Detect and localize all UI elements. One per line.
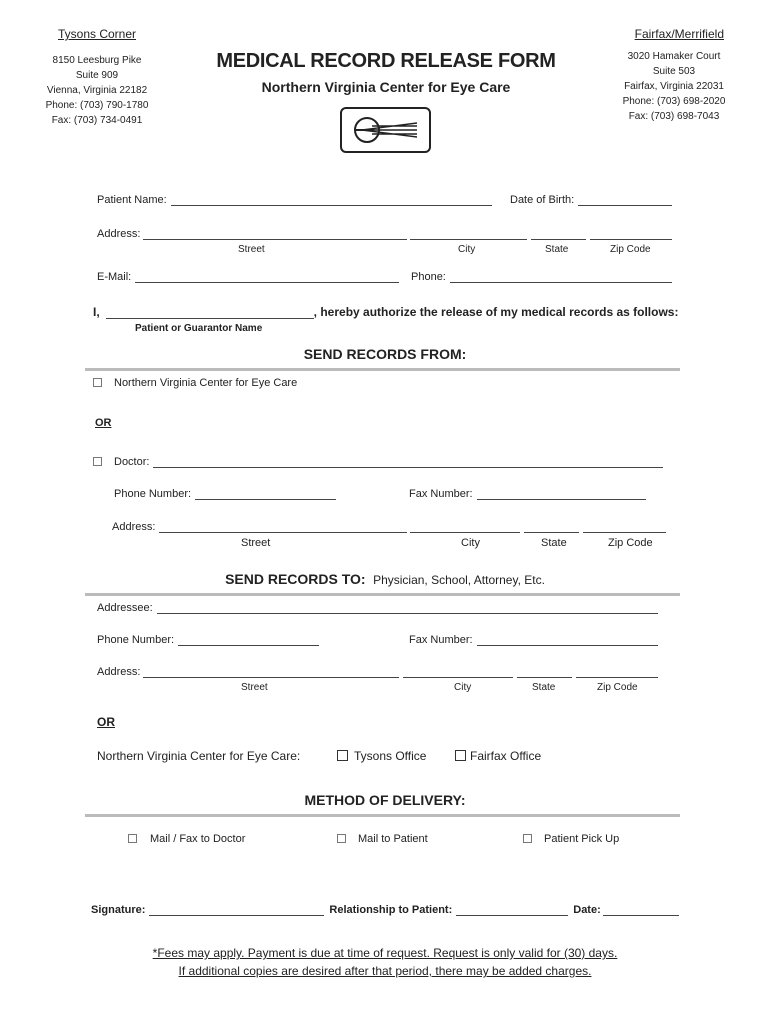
fairfax-address-line: 3020 Hamaker Court — [627, 51, 721, 62]
from-fax-field[interactable] — [477, 487, 646, 500]
title-block — [200, 50, 572, 95]
section-divider — [85, 593, 680, 596]
to-phone-row — [97, 633, 319, 646]
to-state-caption: State — [532, 682, 556, 693]
patient-address-label: Address: — [97, 228, 141, 240]
to-address-label: Address: — [97, 666, 141, 678]
from-or-label: OR — [95, 417, 112, 429]
from-address-row — [112, 520, 407, 533]
from-zip-field[interactable] — [583, 520, 666, 533]
to-tysons-checkbox[interactable] — [337, 750, 348, 761]
form-title: MEDICAL RECORD RELEASE FORM — [216, 50, 556, 72]
fairfax-office-block — [606, 27, 742, 124]
date-label: Date: — [573, 904, 601, 916]
eye-logo-graphic — [342, 109, 429, 151]
patient-zip-field[interactable] — [590, 227, 672, 240]
footer-line-2: If additional copies are desired after that period, there may be added charges. — [178, 964, 592, 978]
delivery-pickup-label: Patient Pick Up — [544, 833, 620, 845]
from-street-field[interactable] — [159, 520, 407, 533]
patient-address-row — [97, 227, 407, 240]
to-phone-label: Phone Number: — [97, 634, 175, 646]
patient-street-caption: Street — [238, 244, 265, 255]
delivery-mail-patient-label: Mail to Patient — [358, 833, 428, 845]
to-fairfax-checkbox[interactable] — [455, 750, 466, 761]
tysons-office-title: Tysons Corner — [57, 27, 137, 41]
from-center-checkbox[interactable] — [93, 378, 102, 387]
send-to-subheading: Physician, School, Attorney, Etc. — [373, 573, 545, 587]
from-city-field[interactable] — [410, 520, 520, 533]
email-field[interactable] — [135, 270, 399, 283]
from-fax-label: Fax Number: — [409, 488, 473, 500]
tysons-fax: Fax: (703) 734-0491 — [51, 115, 143, 126]
authorization-row — [93, 305, 683, 319]
addressee-field[interactable] — [157, 601, 658, 614]
patient-name-label: Patient Name: — [97, 194, 167, 206]
patient-zip-caption: Zip Code — [610, 244, 651, 255]
guarantor-name-field[interactable] — [106, 306, 314, 319]
doctor-label: Doctor: — [114, 456, 150, 468]
authorization-text: , hereby authorize the release of my medical records as follows: — [313, 305, 679, 319]
from-phone-row — [114, 487, 336, 500]
delivery-mail-patient-checkbox[interactable] — [337, 834, 346, 843]
phone-field[interactable] — [450, 270, 672, 283]
to-street-caption: Street — [241, 682, 268, 693]
signature-row — [91, 903, 679, 916]
email-row — [97, 270, 399, 283]
patient-city-field[interactable] — [410, 227, 527, 240]
to-city-caption: City — [454, 682, 472, 693]
patient-name-row — [97, 193, 492, 206]
guarantor-name-caption: Patient or Guarantor Name — [135, 323, 263, 334]
patient-state-field[interactable] — [531, 227, 586, 240]
fairfax-office-title: Fairfax/Merrifield — [634, 27, 724, 41]
tysons-address-line: Suite 909 — [75, 70, 119, 81]
send-to-heading: SEND RECORDS TO: — [225, 571, 366, 587]
to-city-field[interactable] — [403, 665, 513, 678]
from-phone-label: Phone Number: — [114, 488, 192, 500]
to-fax-label: Fax Number: — [409, 634, 473, 646]
from-city-caption: City — [461, 537, 480, 549]
delivery-mail-fax-checkbox[interactable] — [128, 834, 137, 843]
send-to-heading-block — [180, 571, 590, 589]
to-zip-caption: Zip Code — [597, 682, 638, 693]
from-street-caption: Street — [241, 537, 271, 549]
relationship-field[interactable] — [456, 903, 568, 916]
to-phone-field[interactable] — [178, 633, 319, 646]
to-fairfax-label: Fairfax Office — [470, 749, 542, 763]
tysons-address-line: Vienna, Virginia 22182 — [46, 85, 148, 96]
patient-state-caption: State — [545, 244, 569, 255]
org-name: Northern Virginia Center for Eye Care — [261, 79, 511, 95]
doctor-row — [114, 455, 663, 468]
to-fax-row — [409, 633, 658, 646]
to-street-field[interactable] — [143, 665, 399, 678]
from-state-caption: State — [541, 537, 567, 549]
to-fax-field[interactable] — [477, 633, 658, 646]
addressee-row — [97, 601, 658, 614]
phone-label: Phone: — [411, 271, 446, 283]
authorization-prefix: I, — [93, 305, 100, 319]
from-doctor-checkbox[interactable] — [93, 457, 102, 466]
tysons-address-line: 8150 Leesburg Pike — [52, 55, 142, 66]
fairfax-address-line: Fairfax, Virginia 22031 — [624, 81, 724, 92]
section-divider — [85, 814, 680, 817]
from-state-field[interactable] — [524, 520, 579, 533]
to-state-field[interactable] — [517, 665, 572, 678]
signature-label: Signature: — [91, 904, 146, 916]
to-or-label: OR — [97, 715, 115, 729]
to-tysons-label: Tysons Office — [354, 749, 427, 763]
fairfax-address-line: Suite 503 — [652, 66, 696, 77]
fairfax-fax: Fax: (703) 698-7043 — [628, 111, 720, 122]
fairfax-phone: Phone: (703) 698-2020 — [622, 96, 726, 107]
from-phone-field[interactable] — [195, 487, 336, 500]
delivery-mail-fax-label: Mail / Fax to Doctor — [150, 833, 246, 845]
email-label: E-Mail: — [97, 271, 132, 283]
patient-name-field[interactable] — [171, 193, 492, 206]
tysons-office-block — [30, 27, 164, 128]
eye-logo-icon — [340, 107, 431, 153]
section-divider — [85, 368, 680, 371]
dob-field[interactable] — [578, 193, 672, 206]
addressee-label: Addressee: — [97, 602, 153, 614]
from-zip-caption: Zip Code — [608, 537, 653, 549]
from-center-label: Northern Virginia Center for Eye Care — [114, 377, 298, 389]
to-center-label: Northern Virginia Center for Eye Care: — [97, 749, 301, 763]
from-fax-row — [409, 487, 646, 500]
date-field[interactable] — [603, 903, 679, 916]
phone-row — [411, 270, 672, 283]
patient-street-field[interactable] — [143, 227, 407, 240]
delivery-pickup-checkbox[interactable] — [523, 834, 532, 843]
from-address-label: Address: — [112, 521, 156, 533]
dob-row — [510, 193, 672, 206]
footer-note — [90, 944, 680, 980]
patient-city-caption: City — [458, 244, 476, 255]
to-zip-field[interactable] — [576, 665, 658, 678]
send-from-heading: SEND RECORDS FROM: — [303, 346, 467, 362]
tysons-phone: Phone: (703) 790-1780 — [45, 100, 149, 111]
doctor-field[interactable] — [153, 455, 663, 468]
relationship-label: Relationship to Patient: — [329, 904, 453, 916]
delivery-heading: METHOD OF DELIVERY: — [304, 792, 466, 808]
dob-label: Date of Birth: — [510, 194, 575, 206]
footer-line-1: *Fees may apply. Payment is due at time of request. Request is only valid for (30) days. — [152, 946, 618, 960]
to-address-row — [97, 665, 399, 678]
signature-field[interactable] — [149, 903, 324, 916]
